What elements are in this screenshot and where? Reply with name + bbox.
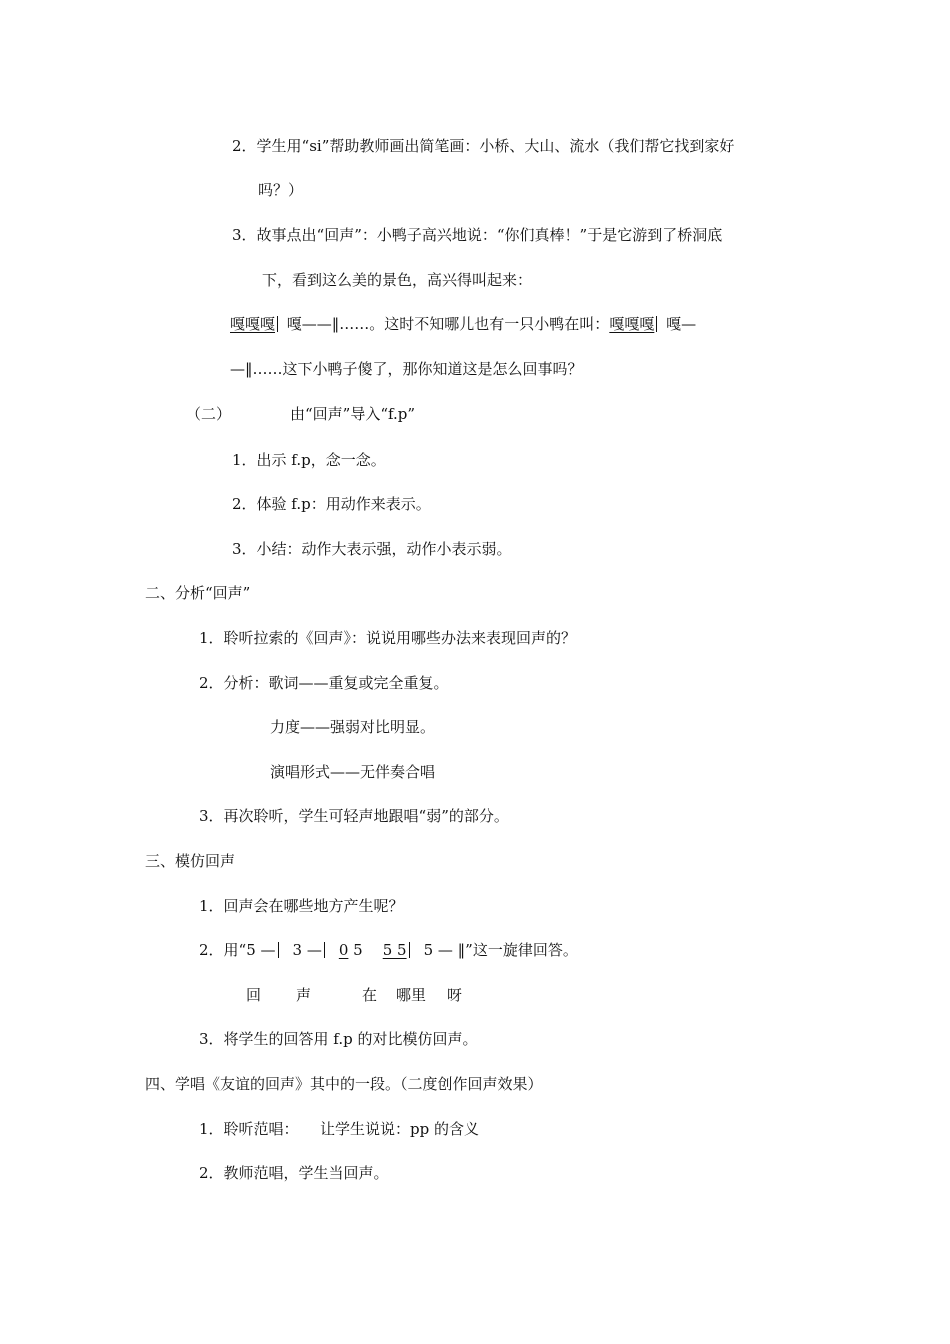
text-line: 3．将学生的回答用 f.p 的对比模仿回声。 [199, 1030, 478, 1048]
text-line: 演唱形式——无伴奏合唱 [270, 763, 436, 781]
bar-line [656, 316, 657, 332]
text-line: —‖……这下小鸭子傻了，那你知道这是怎么回事吗？ [230, 360, 583, 378]
text-line: 3．小结：动作大表示强，动作小表示弱。 [232, 540, 512, 558]
bar-line [277, 316, 278, 332]
text-line: 3．再次聆听，学生可轻声地跟唱“弱”的部分。 [199, 807, 509, 825]
lyric: 呀 [447, 986, 463, 1004]
bar-line [409, 942, 410, 958]
section-title: 由“回声”导入“f.p” [290, 405, 416, 423]
lyric: 回 [246, 986, 262, 1004]
text-segment: 2．用“5 — [199, 941, 276, 959]
text-line: 力度——强弱对比明显。 [270, 718, 436, 736]
lyric: 声 [296, 986, 312, 1004]
text-segment: 嘎— [666, 315, 697, 333]
note: 5 [353, 941, 363, 959]
underlined-note: 0 [338, 941, 349, 959]
text-line: 3．故事点出“回声”：小鸭子高兴地说：“你们真棒！”于是它游到了桥洞底 [232, 226, 723, 244]
text-line: 2．学生用“si”帮助教师画出简笔画：小桥、大山、流水（我们帮它找到家好 [232, 137, 735, 155]
underlined-notes: 嘎嘎嘎 [609, 315, 655, 333]
underlined-notes: 5 5 [382, 941, 407, 959]
text-line: 1．出示 f.p，念一念。 [232, 451, 386, 469]
text-line: 下，看到这么美的景色，高兴得叫起来： [262, 271, 533, 289]
lyric: 在 [362, 986, 378, 1004]
notation-line [230, 314, 696, 334]
lyric: 哪里 [396, 986, 427, 1004]
section-heading: 四、学唱《友谊的回声》其中的一段。（二度创作回声效果） [145, 1075, 543, 1093]
section-marker: （二） [186, 405, 232, 423]
text-line: 吗？） [258, 181, 304, 199]
text-line: 1．聆听拉索的《回声》：说说用哪些办法来表现回声的？ [199, 629, 577, 647]
measure: 3 — [292, 941, 322, 959]
section-heading: 二、分析“回声” [145, 584, 251, 602]
text-line: 2．体验 f.p：用动作来表示。 [232, 495, 431, 513]
text-segment: 5 — ‖”这一旋律回答。 [423, 941, 578, 959]
text-line: 让学生说说：pp 的含义 [320, 1120, 479, 1138]
text-segment: 嘎——‖……。这时不知哪儿也有一只小鸭在叫： [286, 315, 610, 333]
text-line: 1．回声会在哪些地方产生呢？ [199, 897, 404, 915]
bar-line [324, 942, 325, 958]
section-heading: 三、模仿回声 [145, 852, 236, 870]
text-line: 2．教师范唱，学生当回声。 [199, 1164, 389, 1182]
bar-line [278, 942, 279, 958]
text-line: 2．分析：歌词——重复或完全重复。 [199, 674, 449, 692]
underlined-notes: 嘎嘎嘎 [230, 315, 276, 333]
melody-line [199, 940, 578, 960]
text-line: 1．聆听范唱： [199, 1120, 299, 1138]
